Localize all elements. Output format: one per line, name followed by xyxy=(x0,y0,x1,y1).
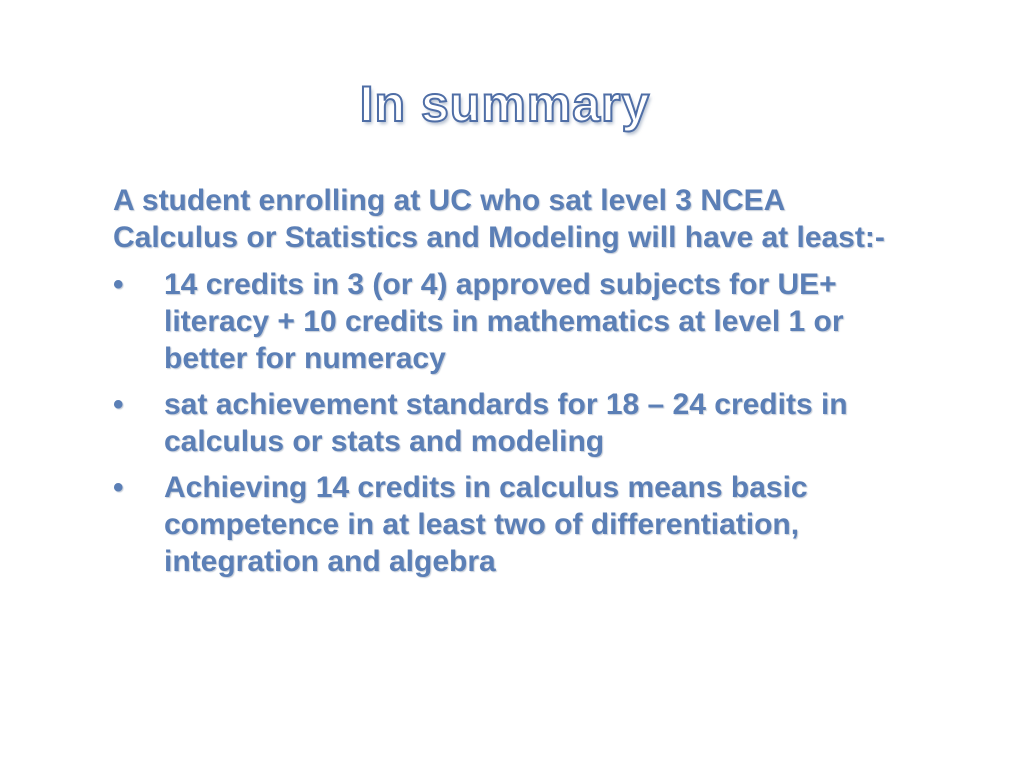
intro-text: A student enrolling at UC who sat level 3 NCEA Calculus or Statistics and Modeling will have at least:- xyxy=(113,184,885,254)
slide-title: In summary xyxy=(359,76,651,132)
bullet-icon: • xyxy=(113,471,124,504)
bullet-icon: • xyxy=(113,388,124,421)
bullet-item xyxy=(113,386,913,460)
bullet-text: Achieving 14 credits in calculus means basic competence in at least two of differentiation, integration and algebra xyxy=(164,471,808,578)
bullet-list xyxy=(113,266,913,580)
bullet-icon: • xyxy=(113,268,124,301)
bullet-text: sat achievement standards for 18 – 24 credits in calculus or stats and modeling xyxy=(164,388,848,458)
slide-body xyxy=(113,182,913,589)
bullet-item xyxy=(113,266,913,377)
bullet-text: 14 credits in 3 (or 4) approved subjects for UE+ literacy + 10 credits in mathematics at level 1 or better for numeracy xyxy=(164,268,844,375)
bullet-item xyxy=(113,469,913,580)
